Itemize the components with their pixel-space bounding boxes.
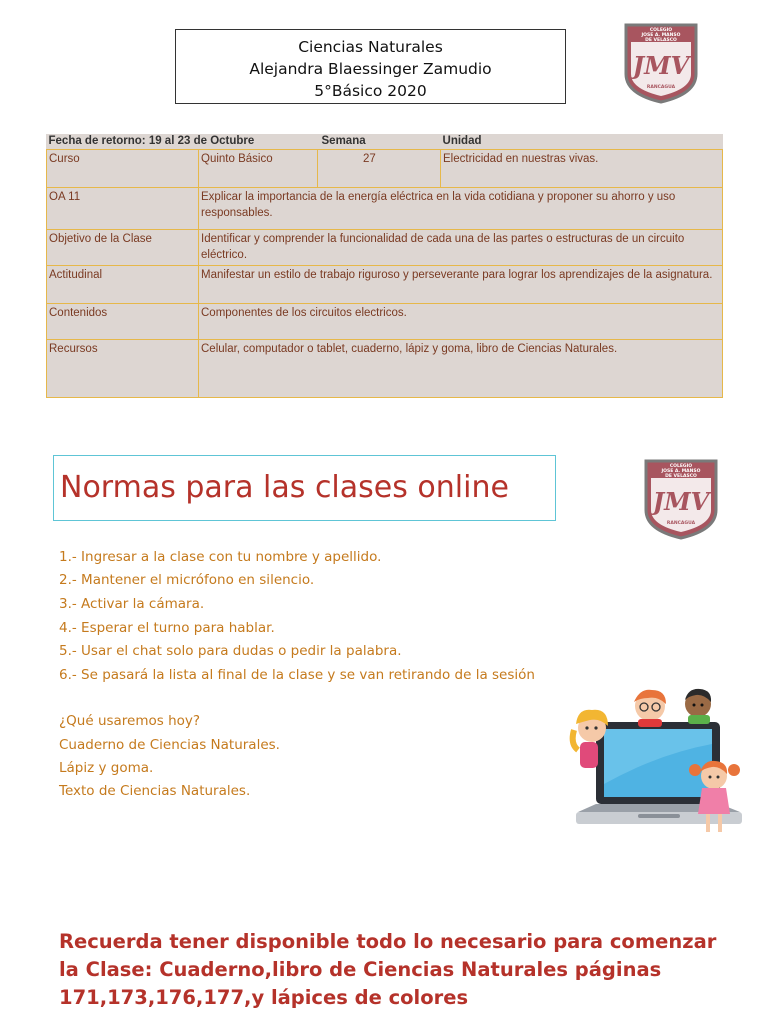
material-item: Texto de Ciencias Naturales.: [59, 783, 251, 799]
class-plan-table: [46, 134, 723, 398]
svg-text:RANCAGUA: RANCAGUA: [666, 521, 696, 526]
contents-label: Contenidos: [47, 304, 199, 340]
svg-text:JOSE A. MANSO: JOSE A. MANSO: [661, 469, 701, 474]
logo-mark: JMV: [632, 51, 690, 80]
materials-question: ¿Qué usaremos hoy?: [59, 713, 201, 729]
rule-5: 5.- Usar el chat solo para dudas o pedir la palabra.: [59, 643, 402, 659]
grade-year: 5°Básico 2020: [314, 82, 427, 100]
school-logo-middle: [643, 458, 719, 540]
rule-6: 6.- Se pasará la lista al final de la clase y se van retirando de la sesión: [59, 667, 535, 683]
unit-header: Unidad: [441, 134, 723, 150]
objective-value: Identificar y comprender la funcionalidad de cada una de las partes o estructuras de un circuito eléctrico.: [199, 230, 723, 266]
svg-text:JMV: JMV: [652, 487, 710, 516]
course-label: Curso: [47, 150, 199, 188]
oa-value: Explicar la importancia de la energía eléctrica en la vida cotidiana y proponer su ahorro y uso responsables.: [199, 188, 723, 230]
svg-text:RANCAGUA: RANCAGUA: [646, 85, 676, 90]
contents-value: Componentes de los circuitos electricos.: [199, 304, 723, 340]
svg-text:DE VELASCO: DE VELASCO: [665, 474, 697, 479]
oa-label: OA 11: [47, 188, 199, 230]
unit-value: Electricidad en nuestras vivas.: [441, 150, 723, 188]
material-item: Lápiz y goma.: [59, 760, 154, 776]
attitudinal-value: Manifestar un estilo de trabajo riguroso y perseverante para lograr los aprendizajes de la asignatura.: [199, 266, 723, 304]
return-date: Fecha de retorno: 19 al 23 de Octubre: [47, 134, 318, 150]
kids-laptop-illustration: [568, 684, 746, 848]
course-value: Quinto Básico: [199, 150, 318, 188]
attitudinal-label: Actitudinal: [47, 266, 199, 304]
svg-text:JOSE A. MANSO: JOSE A. MANSO: [641, 33, 681, 38]
teacher-name: Alejandra Blaessinger Zamudio: [249, 60, 492, 78]
objective-label: Objetivo de la Clase: [47, 230, 199, 266]
rule-4: 4.- Esperar el turno para hablar.: [59, 620, 275, 636]
rule-1: 1.- Ingresar a la clase con tu nombre y apellido.: [59, 549, 382, 565]
norms-title: Normas para las clases online: [53, 455, 556, 521]
week-header: Semana: [318, 134, 441, 150]
header-box: [175, 29, 566, 104]
resources-label: Recursos: [47, 340, 199, 398]
reminder-text: Recuerda tener disponible todo lo necesario para comenzar la Clase: Cuaderno,libro de Ciencias Naturales páginas 171,173,176,177,y lápices de colores: [59, 930, 717, 1009]
svg-text:DE VELASCO: DE VELASCO: [645, 38, 677, 43]
rule-3: 3.- Activar la cámara.: [59, 596, 205, 612]
material-item: Cuaderno de Ciencias Naturales.: [59, 737, 280, 753]
week-value: 27: [318, 150, 441, 188]
subject-title: Ciencias Naturales: [298, 38, 443, 56]
svg-text:COLEGIO: COLEGIO: [649, 28, 673, 33]
school-logo-top: [623, 22, 699, 104]
resources-value: Celular, computador o tablet, cuaderno, lápiz y goma, libro de Ciencias Naturales.: [199, 340, 723, 398]
rule-2: 2.- Mantener el micrófono en silencio.: [59, 572, 315, 588]
svg-text:COLEGIO: COLEGIO: [669, 464, 693, 469]
